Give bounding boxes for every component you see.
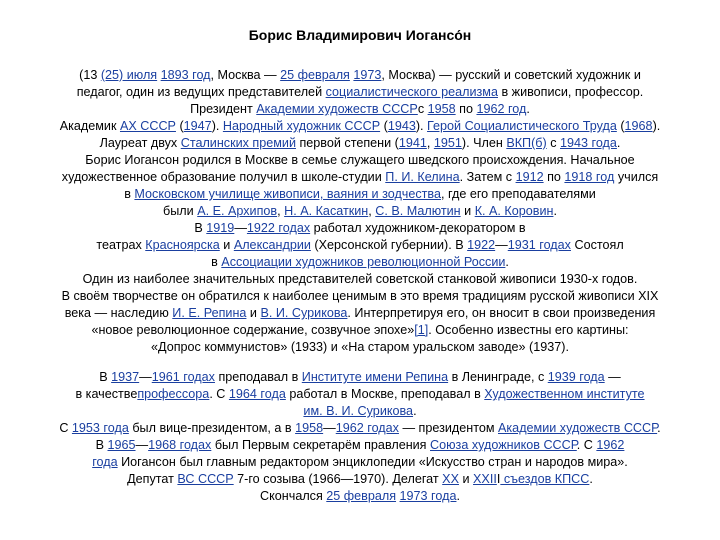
body-text: в живописи, профессор. [497, 85, 644, 99]
text-line [8, 220, 712, 237]
article-link[interactable]: XXII [473, 472, 497, 486]
article-link[interactable]: 1943 года [560, 136, 617, 150]
article-link[interactable]: 1962 год [476, 102, 527, 116]
article-link[interactable]: 1893 год [160, 68, 211, 82]
body-text: , [368, 204, 376, 218]
body-text: — [323, 421, 336, 435]
body-text: . [505, 255, 509, 269]
body-text: Академик [59, 119, 120, 133]
body-text: В [99, 370, 112, 384]
text-line [8, 237, 712, 254]
body-text: (Херсонской губернии). В [310, 238, 468, 252]
article-link[interactable]: (25) июля [100, 68, 158, 82]
body-text: по [455, 102, 477, 116]
body-text: , [426, 136, 434, 150]
text-line [8, 203, 712, 220]
body-text: . [589, 472, 593, 486]
body-text: в [211, 255, 222, 269]
text-line [8, 254, 712, 271]
article-link[interactable]: Народный художник СССР [222, 119, 381, 133]
article-link[interactable]: К. А. Коровин [474, 204, 554, 218]
article-link[interactable]: Союза художников СССР [430, 438, 577, 452]
body-text: преподавал в [214, 370, 302, 384]
body-text: и [458, 472, 474, 486]
body-text: был вице-президентом, а в [128, 421, 296, 435]
body-text: . [657, 421, 661, 435]
text-line [8, 118, 712, 135]
text-line [8, 169, 712, 186]
article-link[interactable]: 25 февраля [326, 489, 397, 503]
article-link[interactable]: года [92, 455, 118, 469]
body-text: . [526, 102, 530, 116]
body-text: В [194, 221, 207, 235]
article-link[interactable]: А. Е. Архипов [197, 204, 278, 218]
article-link[interactable]: 1961 годах [151, 370, 215, 384]
body-text: театрах [96, 238, 146, 252]
article-link[interactable]: профессора [137, 387, 210, 401]
article-link[interactable]: 1941 [398, 136, 427, 150]
text-line [8, 403, 712, 420]
body-text: ). [211, 119, 223, 133]
body-text: . [616, 136, 621, 150]
article-link[interactable]: 1965 [107, 438, 136, 452]
body-text: — [135, 438, 149, 452]
article-link[interactable]: 25 февраля [280, 68, 350, 82]
body-text: Иогансон был главным редактором энциклопедии «Искусство стран и народов мира». [117, 455, 628, 469]
text-line [8, 386, 712, 403]
article-link[interactable]: 1962 годах [335, 421, 399, 435]
text-line [8, 84, 712, 101]
article-link[interactable]: Академии художеств СССР [498, 421, 658, 435]
article-link[interactable]: Сталинских премий [180, 136, 296, 150]
article-link[interactable]: съездов КПСС [500, 472, 590, 486]
article-link[interactable]: Александрии [233, 238, 311, 252]
article-link[interactable]: 1939 года [547, 370, 605, 384]
body-text: и [246, 306, 261, 320]
body-text: — [604, 370, 621, 384]
body-text: . Затем с [459, 170, 516, 184]
body-text: Депутат [127, 472, 178, 486]
text-line [8, 271, 712, 288]
article-link[interactable]: Герой Социалистического Труда [427, 119, 617, 133]
body-text: ). [652, 119, 661, 133]
body-text: Борис Иогансон родился в Москве в семье служащего шведского происхождения. Начальное [85, 153, 635, 167]
body-text: (13 [79, 68, 101, 82]
body-text: Состоял [570, 238, 624, 252]
article-link[interactable]: 1947 [183, 119, 212, 133]
body-text: , Москва — [210, 68, 281, 82]
body-text: в [124, 187, 135, 201]
article-link[interactable]: 1973 года [399, 489, 457, 503]
article-link[interactable]: 1922 годах [246, 221, 311, 235]
text-line [8, 101, 712, 118]
text-line [8, 488, 712, 505]
article-link[interactable]: АХ СССР [119, 119, 176, 133]
text-line [8, 186, 712, 203]
article-link[interactable]: 1937 [111, 370, 140, 384]
body-text: , Москва) — русский и советский художник и [381, 68, 641, 82]
body-text: художественное образование получил в школе-студии [61, 170, 386, 184]
article-link[interactable]: Ассоциации художников революционной России [221, 255, 506, 269]
body-text: с [417, 102, 428, 116]
article-link[interactable]: 1919 [206, 221, 235, 235]
article-link[interactable]: Н. А. Касаткин [284, 204, 369, 218]
body-text: . [553, 204, 557, 218]
body-text: . С [576, 438, 597, 452]
article-link[interactable]: С. В. Малютин [375, 204, 461, 218]
body-text: Президент [190, 102, 257, 116]
body-text: был Первым секретарём правления [211, 438, 430, 452]
article-link[interactable]: [1] [414, 323, 429, 337]
body-text: «Допрос коммунистов» (1933) и «На старом уральском заводе» (1937). [151, 340, 569, 354]
article-link[interactable]: 1918 год [564, 170, 615, 184]
article-link[interactable]: 1951 [433, 136, 462, 150]
article-link[interactable]: 1922 [467, 238, 496, 252]
body-text: первой степени ( [295, 136, 399, 150]
text-line [8, 288, 712, 305]
article-link[interactable]: социалистического реализма [325, 85, 498, 99]
article-link[interactable]: П. И. Келина [385, 170, 460, 184]
text-line [8, 420, 712, 437]
article-link[interactable]: 1973 [353, 68, 382, 82]
article-link[interactable]: 1964 года [228, 387, 286, 401]
body-text: . С [209, 387, 229, 401]
biography-paragraph-1 [8, 67, 712, 356]
article-link[interactable]: XX [442, 472, 459, 486]
body-text: века — наследию [64, 306, 173, 320]
text-line [8, 152, 712, 169]
article-link[interactable]: 1931 годах [507, 238, 571, 252]
body-text: — [234, 221, 247, 235]
body-text: 7-го созыва (1966—1970). Делегат [233, 472, 443, 486]
article-link[interactable]: И. Е. Репина [172, 306, 247, 320]
body-text: I [496, 472, 501, 486]
article-link[interactable]: 1953 года [71, 421, 129, 435]
article-link[interactable]: 1958 [295, 421, 324, 435]
body-text: В своём творчестве он обратился к наиболее ценимым в это время традициям русской живописи XIX [61, 289, 659, 303]
body-text: ( [175, 119, 184, 133]
body-text: по [543, 170, 565, 184]
article-link[interactable]: 1943 [387, 119, 416, 133]
text-line [8, 305, 712, 322]
page-title: Борис Владимирович Иогансо́н [248, 27, 472, 43]
article-link[interactable]: им. В. И. Сурикова [303, 404, 414, 418]
body-text: — президентом [398, 421, 498, 435]
body-text: , [277, 204, 285, 218]
text-line [8, 67, 712, 84]
article-link[interactable]: ВС СССР [177, 472, 234, 486]
body-text: — [495, 238, 508, 252]
article-link[interactable]: 1968 [624, 119, 653, 133]
body-text: работал художником-декоратором в [310, 221, 526, 235]
article-link[interactable]: 1958 [427, 102, 456, 116]
body-text: . Интерпретируя его, он вносит в свои произведения [347, 306, 656, 320]
text-line [8, 471, 712, 488]
biography-paragraph-2 [8, 369, 712, 505]
body-text: , где его преподавателями [440, 187, 596, 201]
body-text: В [95, 438, 108, 452]
article-link[interactable]: ВКП(б) [506, 136, 547, 150]
body-text: ). [415, 119, 428, 133]
text-line [8, 437, 712, 454]
body-text: ). Член [461, 136, 507, 150]
text-line [8, 135, 712, 152]
article-link[interactable]: 1912 [515, 170, 544, 184]
body-text: Скончался [260, 489, 327, 503]
article-link[interactable]: Московском училище живописи, ваяния и зодчества [134, 187, 441, 201]
body-text: С [59, 421, 72, 435]
article-link[interactable]: 1968 годах [148, 438, 212, 452]
article-link[interactable]: Институте имени Репина [301, 370, 449, 384]
body-text: были [163, 204, 198, 218]
body-text: педагог, один из ведущих представителей [76, 85, 326, 99]
text-line [8, 454, 712, 471]
body-text: . [456, 489, 460, 503]
body-text: «новое революционное содержание, созвучное эпохе» [91, 323, 415, 337]
text-line [8, 369, 712, 386]
body-text: в Ленинграде, с [448, 370, 548, 384]
text-line [8, 322, 712, 339]
body-text: и [460, 204, 475, 218]
article-link[interactable]: Академии художеств СССР [256, 102, 418, 116]
body-text: . [413, 404, 417, 418]
body-text: и [219, 238, 234, 252]
body-text: ( [380, 119, 388, 133]
body-text: Лауреат двух [99, 136, 181, 150]
article-link[interactable]: Художественном институте [484, 387, 645, 401]
body-text: в качестве [75, 387, 138, 401]
body-text: с [546, 136, 560, 150]
body-text: ( [616, 119, 625, 133]
body-text: . Особенно известны его картины: [428, 323, 629, 337]
body-text: работал в Москве, преподавал в [285, 387, 485, 401]
body-text: Один из наиболее значительных представителей советской станковой живописи 1930-х годов. [82, 272, 638, 286]
article-link[interactable]: Красноярска [145, 238, 220, 252]
article-link[interactable]: 1962 [596, 438, 625, 452]
text-line [8, 339, 712, 356]
article-link[interactable]: В. И. Сурикова [260, 306, 348, 320]
body-text: учился [614, 170, 659, 184]
body-text: — [139, 370, 152, 384]
